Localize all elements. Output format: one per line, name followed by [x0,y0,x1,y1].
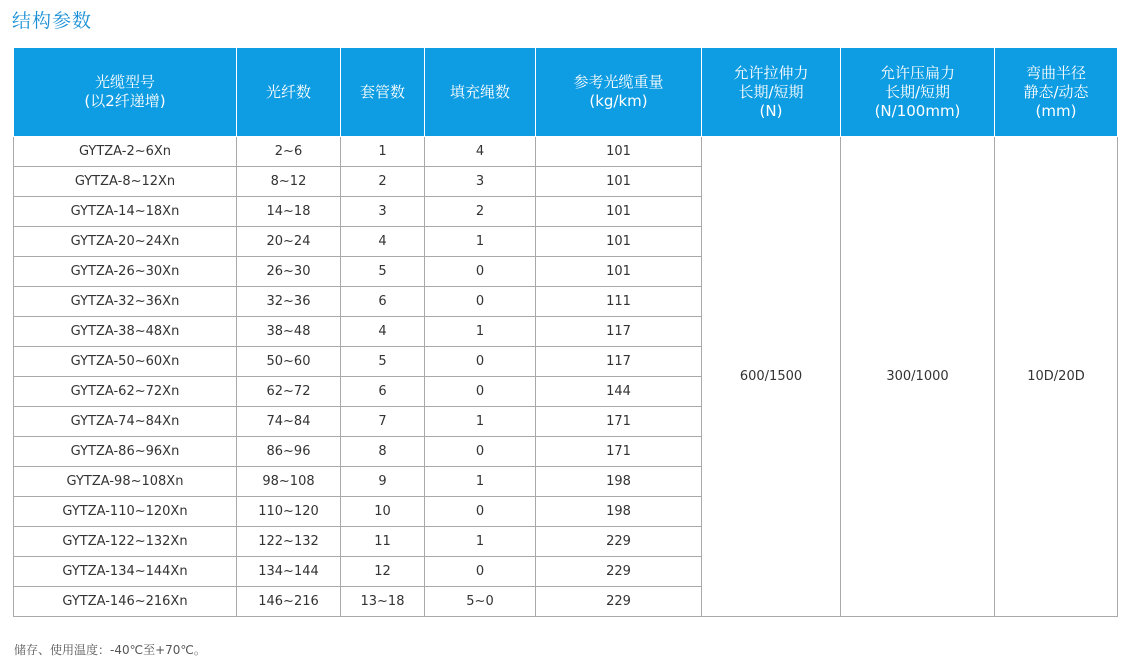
column-header-line: 允许拉伸力 [733,63,809,82]
table-cell: 50~60 [237,347,341,377]
table-body [14,137,1118,617]
table-cell: 2~6 [237,137,341,167]
column-header-line: 静态/动态 [1023,82,1089,101]
table-cell: 4 [425,137,536,167]
table-cell: GYTZA-14~18Xn [14,197,237,227]
table-cell: 5~0 [425,587,536,617]
table-cell: 62~72 [237,377,341,407]
table-cell: 134~144 [237,557,341,587]
table-cell: 101 [536,197,702,227]
table-row [14,137,1118,167]
table-cell: GYTZA-86~96Xn [14,437,237,467]
table-cell: 86~96 [237,437,341,467]
table-cell: 7 [341,407,425,437]
table-cell: 8 [341,437,425,467]
table-cell: 198 [536,497,702,527]
table-cell: GYTZA-98~108Xn [14,467,237,497]
table-cell: GYTZA-74~84Xn [14,407,237,437]
column-header [702,48,841,137]
table-cell: 8~12 [237,167,341,197]
table-cell: GYTZA-20~24Xn [14,227,237,257]
table-cell: 101 [536,167,702,197]
column-header-line: (以2纤递增) [84,92,166,110]
column-header-line: (kg/km) [589,92,648,110]
table-cell: 0 [425,377,536,407]
column-header-line: 允许压扁力 [879,63,955,82]
table-cell: 1 [425,317,536,347]
column-header-line: 参考光缆重量 [573,73,664,91]
table-cell: 229 [536,527,702,557]
table-cell: GYTZA-134~144Xn [14,557,237,587]
table-cell: 26~30 [237,257,341,287]
table-cell: 6 [341,377,425,407]
table-cell: 144 [536,377,702,407]
table-cell: 0 [425,347,536,377]
table-cell: 32~36 [237,287,341,317]
table-cell: GYTZA-50~60Xn [14,347,237,377]
table-cell: GYTZA-32~36Xn [14,287,237,317]
table-cell: 1 [425,527,536,557]
table-cell: 0 [425,287,536,317]
table-cell: 0 [425,257,536,287]
footnote: 储存、使用温度：-40℃至+70℃。 [14,643,206,657]
table-cell: 6 [341,287,425,317]
spec-table [13,47,1118,617]
merged-cell: 600/1500 [702,137,841,617]
column-header [237,48,341,137]
table-cell: 117 [536,317,702,347]
table-cell: 1 [425,467,536,497]
table-cell: 11 [341,527,425,557]
table-cell: 74~84 [237,407,341,437]
table-cell: 1 [425,227,536,257]
column-header [536,48,702,137]
column-header-line: 填充绳数 [449,82,510,101]
header-row [14,48,1118,137]
table-header [14,48,1118,137]
table-cell: 1 [341,137,425,167]
table-cell: 0 [425,557,536,587]
column-header-line: 弯曲半径 [1025,63,1086,82]
table-cell: 98~108 [237,467,341,497]
table-cell: 101 [536,137,702,167]
column-header-line: 长期/短期 [884,82,951,101]
column-header [425,48,536,137]
column-header-line: (mm) [1035,101,1077,120]
table-cell: 4 [341,317,425,347]
table-cell: 10 [341,497,425,527]
table-cell: 101 [536,257,702,287]
table-cell: 146~216 [237,587,341,617]
table-cell: GYTZA-122~132Xn [14,527,237,557]
merged-cell: 10D/20D [995,137,1118,617]
table-cell: 9 [341,467,425,497]
table-cell: 122~132 [237,527,341,557]
table-cell: 117 [536,347,702,377]
table-cell: 0 [425,497,536,527]
table-cell: GYTZA-26~30Xn [14,257,237,287]
table-cell: 2 [341,167,425,197]
table-cell: 4 [341,227,425,257]
table-cell: 171 [536,407,702,437]
table-cell: 111 [536,287,702,317]
section-title: 结构参数 [12,10,93,32]
column-header-line: 光纤数 [265,82,311,101]
table-cell: 3 [425,167,536,197]
table-cell: 2 [425,197,536,227]
table-cell: GYTZA-110~120Xn [14,497,237,527]
column-header-line: (N/100mm) [874,101,961,120]
table-cell: 110~120 [237,497,341,527]
table-cell: 0 [425,437,536,467]
table-cell: GYTZA-8~12Xn [14,167,237,197]
table-cell: GYTZA-62~72Xn [14,377,237,407]
column-header [14,48,237,137]
column-header [841,48,995,137]
column-header [341,48,425,137]
column-header-line: 套管数 [359,82,405,101]
table-cell: 1 [425,407,536,437]
column-header-line: 长期/短期 [738,82,804,101]
table-cell: GYTZA-146~216Xn [14,587,237,617]
column-header-line: 光缆型号 [94,73,155,91]
table-cell: GYTZA-2~6Xn [14,137,237,167]
table-cell: GYTZA-38~48Xn [14,317,237,347]
table-cell: 12 [341,557,425,587]
table-cell: 101 [536,227,702,257]
table-cell: 198 [536,467,702,497]
merged-cell: 300/1000 [841,137,995,617]
table-cell: 38~48 [237,317,341,347]
table-cell: 171 [536,437,702,467]
table-cell: 5 [341,347,425,377]
table-cell: 5 [341,257,425,287]
table-cell: 3 [341,197,425,227]
column-header [995,48,1118,137]
column-header-line: (N) [759,101,783,120]
table-cell: 229 [536,557,702,587]
table-cell: 20~24 [237,227,341,257]
table-cell: 13~18 [341,587,425,617]
table-cell: 229 [536,587,702,617]
table-cell: 14~18 [237,197,341,227]
